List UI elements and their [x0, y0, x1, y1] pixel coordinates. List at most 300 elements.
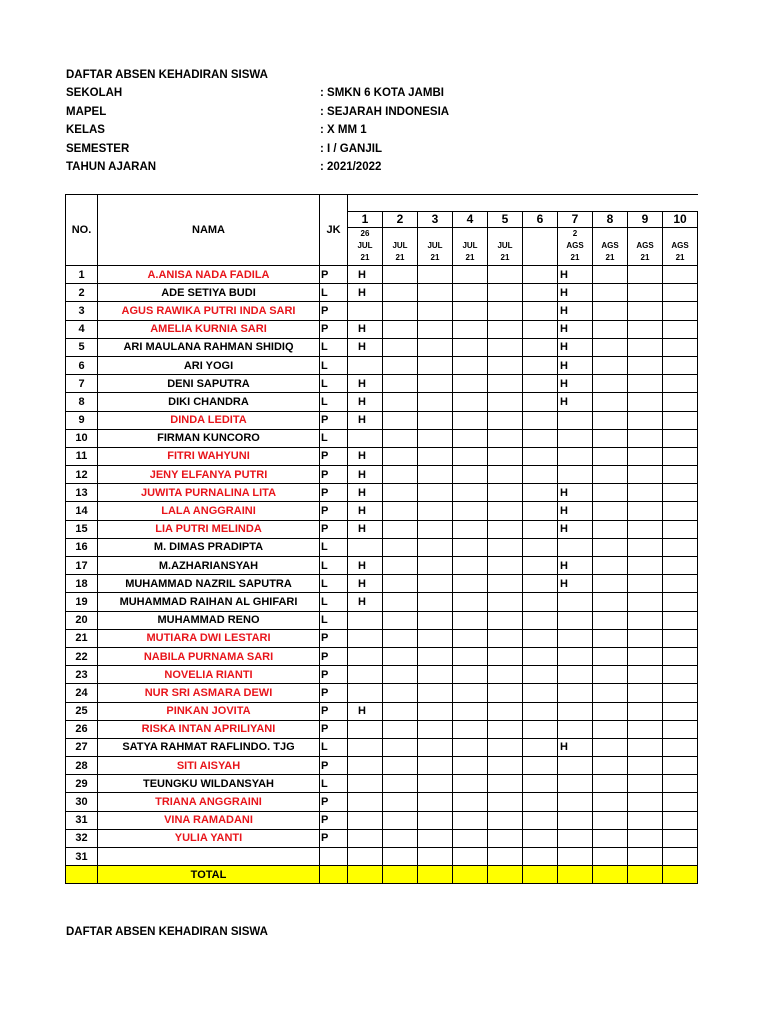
- attendance-cell: [383, 284, 418, 302]
- day-number: 9: [628, 212, 663, 228]
- attendance-cell: H: [348, 502, 383, 520]
- attendance-cell: H: [558, 557, 593, 575]
- attendance-cell: [523, 266, 558, 284]
- attendance-cell: [453, 848, 488, 866]
- day-date: [628, 228, 663, 266]
- attendance-cell: [418, 666, 453, 684]
- attendance-cell: [383, 266, 418, 284]
- attendance-cell: [663, 829, 698, 847]
- attendance-cell: [453, 429, 488, 447]
- attendance-cell: [453, 738, 488, 756]
- table-row: [66, 466, 698, 484]
- attendance-cell: H: [558, 393, 593, 411]
- attendance-cell: [593, 611, 628, 629]
- attendance-cell: [488, 338, 523, 356]
- table-row: [66, 666, 698, 684]
- info-value: : I / GANJIL: [320, 142, 382, 155]
- attendance-cell: [418, 502, 453, 520]
- attendance-cell: [593, 647, 628, 665]
- attendance-cell: [488, 557, 523, 575]
- total-cell: [348, 866, 383, 884]
- student-gender: P: [320, 684, 348, 702]
- attendance-cell: [488, 647, 523, 665]
- attendance-cell: [488, 375, 523, 393]
- student-name: ADE SETIYA BUDI: [98, 284, 320, 302]
- attendance-cell: [488, 593, 523, 611]
- attendance-cell: [418, 356, 453, 374]
- attendance-cell: [663, 466, 698, 484]
- attendance-cell: [523, 284, 558, 302]
- attendance-cell: [628, 466, 663, 484]
- student-name: FIRMAN KUNCORO: [98, 429, 320, 447]
- attendance-cell: [593, 320, 628, 338]
- attendance-cell: [593, 484, 628, 502]
- day-number: 10: [663, 212, 698, 228]
- attendance-cell: [628, 284, 663, 302]
- attendance-cell: [488, 666, 523, 684]
- attendance-cell: [593, 684, 628, 702]
- day-date-part: 21: [640, 253, 650, 262]
- attendance-cell: [663, 429, 698, 447]
- attendance-cell: [558, 720, 593, 738]
- attendance-cell: [418, 338, 453, 356]
- attendance-cell: [663, 266, 698, 284]
- attendance-cell: [663, 720, 698, 738]
- attendance-cell: H: [348, 447, 383, 465]
- attendance-cell: [628, 775, 663, 793]
- student-no: 31: [66, 848, 98, 866]
- student-gender: L: [320, 284, 348, 302]
- attendance-cell: H: [558, 738, 593, 756]
- table-row: [66, 629, 698, 647]
- attendance-cell: [523, 502, 558, 520]
- attendance-cell: [663, 538, 698, 556]
- attendance-cell: [523, 302, 558, 320]
- student-gender: P: [320, 811, 348, 829]
- attendance-cell: [418, 557, 453, 575]
- day-date-part: [418, 228, 452, 240]
- student-name: NUR SRI ASMARA DEWI: [98, 684, 320, 702]
- attendance-cell: [628, 666, 663, 684]
- info-row-semester: [66, 140, 449, 158]
- info-label: KELAS: [66, 124, 105, 137]
- attendance-cell: [523, 757, 558, 775]
- table-row: [66, 757, 698, 775]
- total-cell: [383, 866, 418, 884]
- attendance-cell: [663, 702, 698, 720]
- attendance-cell: [348, 356, 383, 374]
- attendance-cell: [383, 411, 418, 429]
- info-label: TAHUN AJARAN: [66, 160, 157, 173]
- attendance-cell: [523, 393, 558, 411]
- info-label: SEKOLAH: [66, 87, 123, 100]
- attendance-cell: [383, 720, 418, 738]
- total-label: TOTAL: [98, 866, 320, 884]
- attendance-cell: [593, 593, 628, 611]
- attendance-cell: [663, 593, 698, 611]
- header-spacer: [348, 195, 698, 212]
- attendance-cell: [348, 538, 383, 556]
- attendance-cell: [593, 793, 628, 811]
- student-gender: P: [320, 702, 348, 720]
- student-gender: P: [320, 302, 348, 320]
- student-name: AGUS RAWIKA PUTRI INDA SARI: [98, 302, 320, 320]
- attendance-cell: [593, 447, 628, 465]
- attendance-cell: [628, 848, 663, 866]
- student-no: 22: [66, 647, 98, 665]
- attendance-cell: [523, 593, 558, 611]
- total-cell: [663, 866, 698, 884]
- attendance-cell: H: [348, 338, 383, 356]
- student-name: DIKI CHANDRA: [98, 393, 320, 411]
- attendance-cell: [663, 684, 698, 702]
- attendance-cell: [663, 375, 698, 393]
- attendance-cell: H: [558, 520, 593, 538]
- attendance-cell: [453, 320, 488, 338]
- attendance-cell: [488, 684, 523, 702]
- attendance-cell: [558, 611, 593, 629]
- attendance-cell: [418, 538, 453, 556]
- table-row: [66, 593, 698, 611]
- attendance-cell: H: [348, 484, 383, 502]
- attendance-cell: [418, 447, 453, 465]
- student-gender: P: [320, 793, 348, 811]
- attendance-cell: H: [348, 284, 383, 302]
- attendance-cell: [593, 538, 628, 556]
- student-name: YULIA YANTI: [98, 829, 320, 847]
- student-no: 14: [66, 502, 98, 520]
- student-no: 16: [66, 538, 98, 556]
- info-row-tahun-ajaran: [66, 158, 449, 176]
- student-gender: L: [320, 557, 348, 575]
- day-date-part: 21: [465, 253, 475, 262]
- attendance-cell: [383, 484, 418, 502]
- attendance-cell: [523, 356, 558, 374]
- day-date-part: 26: [360, 229, 370, 238]
- attendance-cell: [453, 557, 488, 575]
- attendance-cell: [628, 575, 663, 593]
- attendance-cell: [418, 720, 453, 738]
- attendance-cell: [628, 757, 663, 775]
- attendance-cell: H: [348, 393, 383, 411]
- student-no: 7: [66, 375, 98, 393]
- attendance-cell: [383, 775, 418, 793]
- attendance-cell: [488, 447, 523, 465]
- student-name: MUHAMMAD NAZRIL SAPUTRA: [98, 575, 320, 593]
- attendance-cell: [453, 538, 488, 556]
- attendance-cell: [593, 502, 628, 520]
- student-no: 19: [66, 593, 98, 611]
- attendance-cell: [488, 393, 523, 411]
- attendance-cell: [593, 738, 628, 756]
- attendance-cell: [523, 811, 558, 829]
- attendance-cell: H: [348, 320, 383, 338]
- student-no: 25: [66, 702, 98, 720]
- attendance-cell: [593, 811, 628, 829]
- attendance-cell: [558, 702, 593, 720]
- info-row-kelas: [66, 121, 449, 139]
- student-name: ARI MAULANA RAHMAN SHIDIQ: [98, 338, 320, 356]
- student-name: PINKAN JOVITA: [98, 702, 320, 720]
- attendance-cell: H: [558, 266, 593, 284]
- attendance-cell: [418, 375, 453, 393]
- attendance-cell: [523, 538, 558, 556]
- attendance-cell: [628, 375, 663, 393]
- total-cell: [628, 866, 663, 884]
- attendance-cell: [383, 429, 418, 447]
- student-no: 15: [66, 520, 98, 538]
- attendance-cell: [628, 684, 663, 702]
- attendance-cell: [523, 647, 558, 665]
- attendance-cell: H: [558, 356, 593, 374]
- student-gender: P: [320, 757, 348, 775]
- table-row: [66, 557, 698, 575]
- attendance-cell: [348, 811, 383, 829]
- table-head: [66, 195, 698, 266]
- attendance-cell: [453, 829, 488, 847]
- attendance-cell: [488, 520, 523, 538]
- student-name: MUTIARA DWI LESTARI: [98, 629, 320, 647]
- attendance-cell: [453, 811, 488, 829]
- info-value: : SEJARAH INDONESIA: [320, 105, 450, 118]
- attendance-cell: [383, 520, 418, 538]
- total-cell: [453, 866, 488, 884]
- total-row: [66, 866, 698, 884]
- student-gender: P: [320, 502, 348, 520]
- attendance-cell: [523, 411, 558, 429]
- attendance-cell: [453, 684, 488, 702]
- day-date-part: [523, 240, 557, 252]
- attendance-cell: [663, 611, 698, 629]
- attendance-cell: H: [348, 575, 383, 593]
- attendance-cell: [418, 302, 453, 320]
- student-name: TRIANA ANGGRAINI: [98, 793, 320, 811]
- attendance-cell: [383, 666, 418, 684]
- attendance-cell: [453, 757, 488, 775]
- attendance-cell: [663, 647, 698, 665]
- attendance-cell: [488, 811, 523, 829]
- attendance-cell: [593, 466, 628, 484]
- attendance-cell: [558, 829, 593, 847]
- document-title: DAFTAR ABSEN KEHADIRAN SISWA: [66, 69, 268, 81]
- attendance-cell: [418, 793, 453, 811]
- day-number: 8: [593, 212, 628, 228]
- attendance-cell: [418, 611, 453, 629]
- attendance-cell: [663, 284, 698, 302]
- attendance-cell: [523, 829, 558, 847]
- student-gender: L: [320, 775, 348, 793]
- day-date-part: AGS: [601, 241, 619, 250]
- attendance-cell: [628, 502, 663, 520]
- attendance-cell: [453, 375, 488, 393]
- attendance-cell: [663, 502, 698, 520]
- attendance-cell: [488, 411, 523, 429]
- attendance-cell: [628, 266, 663, 284]
- attendance-cell: [558, 411, 593, 429]
- attendance-cell: [558, 811, 593, 829]
- table-row: [66, 811, 698, 829]
- attendance-cell: [663, 302, 698, 320]
- attendance-cell: [383, 593, 418, 611]
- student-gender: P: [320, 266, 348, 284]
- day-date-part: [488, 228, 522, 240]
- attendance-cell: [523, 629, 558, 647]
- info-value: : X MM 1: [320, 124, 367, 137]
- attendance-cell: [593, 411, 628, 429]
- attendance-cell: [628, 557, 663, 575]
- student-gender: L: [320, 538, 348, 556]
- total-cell: [593, 866, 628, 884]
- attendance-cell: [418, 811, 453, 829]
- attendance-cell: [348, 848, 383, 866]
- total-cell: [558, 866, 593, 884]
- day-date-part: 21: [500, 253, 510, 262]
- student-no: 5: [66, 338, 98, 356]
- attendance-cell: [418, 575, 453, 593]
- attendance-cell: [488, 793, 523, 811]
- attendance-cell: H: [558, 302, 593, 320]
- student-no: 26: [66, 720, 98, 738]
- attendance-cell: [488, 356, 523, 374]
- table-row: [66, 738, 698, 756]
- student-gender: P: [320, 829, 348, 847]
- attendance-cell: [453, 575, 488, 593]
- attendance-cell: [558, 429, 593, 447]
- footer-title: DAFTAR ABSEN KEHADIRAN SISWA: [66, 926, 268, 938]
- attendance-cell: [348, 757, 383, 775]
- attendance-cell: [523, 320, 558, 338]
- attendance-cell: [348, 720, 383, 738]
- student-name: SATYA RAHMAT RAFLINDO. TJG: [98, 738, 320, 756]
- table-row: [66, 447, 698, 465]
- attendance-cell: [523, 848, 558, 866]
- day-date-part: JUL: [462, 241, 478, 250]
- attendance-cell: [663, 629, 698, 647]
- attendance-cell: [488, 829, 523, 847]
- attendance-cell: [628, 611, 663, 629]
- day-date-part: [523, 252, 557, 264]
- attendance-cell: [453, 666, 488, 684]
- attendance-cell: [453, 447, 488, 465]
- attendance-cell: [558, 629, 593, 647]
- student-gender: L: [320, 593, 348, 611]
- attendance-cell: [628, 520, 663, 538]
- attendance-cell: [593, 429, 628, 447]
- attendance-cell: [523, 484, 558, 502]
- attendance-cell: [418, 757, 453, 775]
- attendance-cell: H: [558, 484, 593, 502]
- attendance-cell: H: [558, 284, 593, 302]
- attendance-cell: H: [348, 593, 383, 611]
- attendance-cell: [418, 393, 453, 411]
- attendance-cell: [453, 520, 488, 538]
- attendance-cell: [523, 666, 558, 684]
- student-name: RISKA INTAN APRILIYANI: [98, 720, 320, 738]
- attendance-cell: [453, 356, 488, 374]
- attendance-cell: [453, 266, 488, 284]
- attendance-cell: [558, 538, 593, 556]
- attendance-cell: [593, 356, 628, 374]
- attendance-cell: [453, 629, 488, 647]
- student-gender: [320, 848, 348, 866]
- attendance-cell: [453, 593, 488, 611]
- attendance-cell: [628, 338, 663, 356]
- student-name: LALA ANGGRAINI: [98, 502, 320, 520]
- attendance-cell: [383, 375, 418, 393]
- attendance-cell: [523, 738, 558, 756]
- attendance-cell: [418, 466, 453, 484]
- student-no: 11: [66, 447, 98, 465]
- attendance-cell: H: [348, 466, 383, 484]
- attendance-cell: [418, 320, 453, 338]
- student-gender: P: [320, 411, 348, 429]
- attendance-cell: [383, 757, 418, 775]
- attendance-cell: [383, 684, 418, 702]
- attendance-cell: [663, 520, 698, 538]
- attendance-cell: H: [558, 575, 593, 593]
- attendance-cell: [593, 829, 628, 847]
- table-row: [66, 829, 698, 847]
- day-date-part: 21: [675, 253, 685, 262]
- attendance-cell: [593, 720, 628, 738]
- attendance-cell: [523, 338, 558, 356]
- table-row: [66, 411, 698, 429]
- day-number: 5: [488, 212, 523, 228]
- attendance-cell: [593, 666, 628, 684]
- student-gender: L: [320, 375, 348, 393]
- attendance-cell: [558, 593, 593, 611]
- attendance-cell: [453, 611, 488, 629]
- attendance-cell: [348, 684, 383, 702]
- student-no: 9: [66, 411, 98, 429]
- attendance-cell: [558, 757, 593, 775]
- student-name: DINDA LEDITA: [98, 411, 320, 429]
- attendance-cell: [523, 466, 558, 484]
- student-name: DENI SAPUTRA: [98, 375, 320, 393]
- attendance-cell: [663, 356, 698, 374]
- attendance-cell: [488, 284, 523, 302]
- day-date-part: JUL: [427, 241, 443, 250]
- day-date: [488, 228, 523, 266]
- attendance-cell: [348, 829, 383, 847]
- attendance-cell: [348, 738, 383, 756]
- attendance-cell: [593, 338, 628, 356]
- attendance-cell: [418, 775, 453, 793]
- attendance-cell: [593, 629, 628, 647]
- attendance-cell: [488, 702, 523, 720]
- attendance-cell: [348, 302, 383, 320]
- day-number: 1: [348, 212, 383, 228]
- attendance-cell: [593, 775, 628, 793]
- attendance-cell: H: [348, 411, 383, 429]
- day-date-part: 21: [360, 253, 370, 262]
- attendance-cell: [383, 811, 418, 829]
- attendance-cell: [593, 702, 628, 720]
- attendance-cell: [453, 484, 488, 502]
- day-date: [348, 228, 383, 266]
- info-value: : SMKN 6 KOTA JAMBI: [320, 87, 444, 100]
- attendance-cell: [663, 320, 698, 338]
- student-gender: P: [320, 484, 348, 502]
- attendance-cell: [628, 720, 663, 738]
- attendance-cell: [453, 502, 488, 520]
- student-no: 29: [66, 775, 98, 793]
- attendance-cell: H: [558, 338, 593, 356]
- attendance-cell: [593, 757, 628, 775]
- table-row: [66, 575, 698, 593]
- attendance-cell: [383, 557, 418, 575]
- student-no: 10: [66, 429, 98, 447]
